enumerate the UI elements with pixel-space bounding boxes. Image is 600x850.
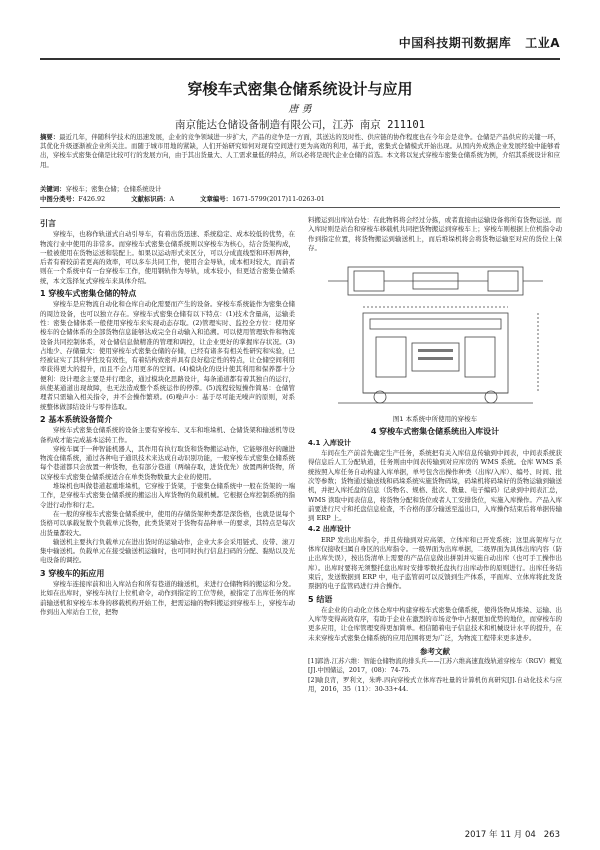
issue-date: 2017 年 11 月 04 <box>464 830 536 840</box>
section-4-1-heading: 4.1 入库设计 <box>308 438 351 447</box>
section-2-paragraph: 输送机主要执行负载单元在进出货时的运输动作，企业大多会采用链式、皮带、滚刀集中输送机。负载单元在接受输送机运输时，也可同时执行信息扫码的分配、黏贴以及光电设备的调控。 <box>40 537 295 565</box>
section-1-heading: 1 穿梭车式密集仓储的特点 <box>40 289 137 299</box>
shuttle-car-figure <box>308 255 562 415</box>
section-5-heading: 5 结语 <box>308 594 333 604</box>
doc-code-value: A <box>169 195 175 203</box>
left-column <box>40 216 295 617</box>
section-2-paragraph: 穿梭车属于一种智能机器人，其作用有执行取货和货物搬运动作，它能够很好的融进物流仓储系统，通过各种电子通讯技术来达成自动识别功能，一般穿梭车式密集仓储系统每个巷道都只会放置一种货物，也有部分巷道（两端存取，进货优先）放置两种货物，所以穿梭车式密集仓储系统适合在单类货物数量大企业的使用。 <box>40 444 295 481</box>
abstract <box>40 133 560 170</box>
continued-paragraph: 料搬运到出库站台处：在此物料将会经过分拣，或者直接由运输设备将所有货物运送。而入库时则是站台和穿梭车移载机共同把货物搬运到穿梭车上；穿梭车则根据上位机指令动作到指定位置，将货物搬运到输送机上，而后堆垛机将会将货物运输至对应的货位上保存。 <box>308 216 562 252</box>
keywords <box>40 184 560 193</box>
figure-caption: 图1 本系统中所使用的穿梭车 <box>392 415 478 424</box>
keywords-text: 穿梭车；密集仓储；仓储系统设计 <box>65 185 162 193</box>
shuttle-car-drawing <box>308 255 562 415</box>
right-column <box>308 216 562 696</box>
article-id-value: 1671-5799(2017)11-0263-01 <box>232 195 325 203</box>
article-id-label: 文章编号： <box>200 195 233 203</box>
abstract-label: 摘要： <box>40 133 60 141</box>
page-footer <box>465 828 560 840</box>
affiliation: 南京能达仓储设备制造有限公司，江苏 南京 211101 <box>174 119 426 131</box>
intro-heading: 引言 <box>40 219 56 228</box>
intro-paragraph: 穿梭车，也称作轨道式自动引导车，有着出货迅速、系统稳定、成本较低的优势，在物流行业中使用的非常多。而穿梭车式密集仓储系统则以穿梭车为核心，结合货架构成，一般被使用在货物运送和装配上。如果以运动形式来区分，可以分成直线型和环形两种，后者有着较前者更高的效率，可以多车共同工作，使用合金导轨，成本相对较大，而前者则在一个系统中有一台穿梭车工作，使用钢轨作为导轨，成本较小，但更适合密集仓储系统，本文选择复式穿梭车来具体介绍。 <box>40 230 295 285</box>
references-heading: 参考文献 <box>420 647 450 657</box>
keywords-label: 关键词： <box>40 185 66 193</box>
abstract-text: 最近几年，伴随科学技术的迅速发展，企业的竞争领域进一步扩大，产品的竞争是一方面，其送达的及时性、供应链的协作程度也在今年会是竞争。仓储是产品供应的关键一环，其优化升级逐渐被企业所关注。而随于城市用地的紧缺，人们开始研究如何对现有空间进行更为高效的利用，基于此，密集式仓储模式开始出现。从国内外成熟企业发展经验中能够看出，穿梭车式密集仓储是比较可行的发展方向，由于其出货量大、人工需求量低的特点，所以必将是现代企业仓储的首选。本文将以复式穿梭车密集仓储系统为例，介绍其系统设计和应用。 <box>40 133 561 169</box>
page-number: 263 <box>543 830 560 840</box>
journal-header <box>40 34 560 56</box>
article-title: 穿梭车式密集仓储系统设计与应用 <box>187 80 413 98</box>
section-3-heading: 3 穿梭车的拓应用 <box>40 568 105 578</box>
section-4-heading: 4 穿梭车式密集仓储系统出入库设计 <box>370 427 500 437</box>
reference-item: [1]郭浩.江苏六维：智能仓储物流的排头兵——江苏六维高速直线轨道穿梭车（RGV）概览[J].中国储运，2017，(08)：74-75. <box>308 658 562 675</box>
section-4-2-heading: 4.2 出库设计 <box>308 525 351 534</box>
classification-line <box>40 194 560 203</box>
class-label: 中图分类号： <box>40 195 79 203</box>
section-2-paragraph: 穿梭车式密集仓储系统的设备主要有穿梭车、叉车和堆垛机、仓储货架和输送机等设备构成才能完成基本运转工作。 <box>40 426 295 444</box>
section-3-paragraph: 穿梭车连接库前和出入库站台和所有巷道的输送机，来进行仓储物料的搬运和分发。比如在出库时，穿梭车执行上位机命令，动作到指定的工位等候，被指定了出库任务的库前输送机和穿梭车本身的移载机构开始工作，把需运输的物料搬运到穿梭车上，穿梭车动作到出入库站台工位，把物 <box>40 579 295 616</box>
class-value: F426.92 <box>78 195 106 203</box>
section-2-paragraph: 堆垛机也叫做巷道起重堆垛机，它穿梭于货架，于密集仓储系统中一般在货架的一端工作，是穿梭车式密集仓储系统的搬运出入库货物的负载机械。它根据仓库控制系统的指令进行动作和行走。 <box>40 482 295 509</box>
section-2-heading: 2 基本系统设备简介 <box>40 414 113 424</box>
author: 唐 勇 <box>288 104 312 115</box>
database-name: 中国科技期刊数据库 <box>398 36 512 50</box>
header-rule <box>40 58 560 60</box>
journal-section: 工业A <box>525 36 560 50</box>
reference-item: [2]喻良宵，罗利文，朱晔.四向穿梭式立体库吞吐量的计算机仿真研究[J].自动化技术与应用，2016，35（11）：30-33+44. <box>308 676 562 693</box>
section-1-paragraph: 穿梭车是应物流自动化和仓库自动化需要而产生的设备。穿梭车系统能作为密集仓储的周边设备，也可以独立存在。穿梭车式密集仓储有以下特点：(1)技术含量高，运输柔性：密集仓储体系一般使用穿梭车来实现动态存取。(2)管理实时、监控全方位：使用穿梭车的仓储体系的全部货物信息能够达成完全自动输入和追溯。可以使用管理软件和物流设备共同控制体系，对仓储信息做精准的管理和调控，让企业更好的掌握库存状况。(3)占地少、存储量大：使用穿梭车式密集仓储的存储，已经有诸多有相关性研究和实验，已经被证实了其科学性及有效性，有着结构致密并具有良好稳定性的特点，让仓储空间利用率获得更大的提升，而且不会占用更多的空间。(4)模块化的设计使其利用和保养都十分便利：设计理念主要是并行理念，通过模块化思路设计，每条通道都有着其独自的运行，纵使某通道出现故障，也无法造成整个系统运作的停滞。(5)流程较短操作简易：仓储管理者只需输入相关指令，并不会操作繁琐。(6)噪声小：基于尽可能无噪声的原则，对系统整体做部结设计与零件选取。 <box>40 300 295 411</box>
section-5-paragraph: 在企业的自动化立体仓库中构建穿梭车式密集仓储系统，使得货物从堆垛、运输、出入库等变得高效有序，有助于企业在激烈的市场竞争中占据更加优势的地位，而穿梭车的更多应用，让仓库管理变得更加简单。相信随着电子信息技术和机械设计水平的提升，在未来穿梭车式密集仓储系统的应用范围将更为广泛，为物流工程带来更多进步。 <box>308 605 562 642</box>
section-4-2-paragraph: ERP 发出出库指令，并且传输到对应高架、立体库和已开发系统；这里高架库与立体库仅接收归属自身区的出库指令。一级界面为出库单据，二级界面为具体出库内容（防止出库失误），按出货清单上需要的产品信息做出拼别并实施自动出库（也可手工操作出库）。出库时要将无须整托盘出库时安排零数托盘执行出库动作的原则进行。出库任务结束后，发送数据到 ERP 中，电子监管码可以反馈到生产体系，平面库、立体库将此发货票据的电子监管码进行并合操作。 <box>308 535 562 591</box>
abstract-rule <box>40 207 560 208</box>
section-4-1-paragraph: 车间在生产前首先确定生产任务，系统把有关入库信息传输到中间表，中间表系统获得信息后人工分配轨道，任务则由中间表传输到对应库房的 WMS 系统。仓库 WMS 系统按照入库任务自动构建入库单据，单号包含出操作种类（出库/入库）、编号、时间、批次等参数；货物通过输送线和码垛系统实施货物码垛，码垛机将码垛好的货物运输到输送机，并把入库托盘的信息（货物名、规格、批次、数量、电子编码）记录到中间表汇总，WMS 读取中间表信息，将货物分配和货位或者人工安排货位，实施入库操作。产品入库前要进行尺寸和托盘信息检查，不合格的部分输送至溢出口，入库操作结束后将单据传输到 ERP 上。 <box>308 449 562 523</box>
section-2-paragraph: 在一般的穿梭车式密集仓储系统中，使用的存储货架种类都是深货格，也就是说每个货格可以承载复数个负载单元货物，此类货架对于货物有品种单一的要求，其特点是每次出货量都较大。 <box>40 509 295 537</box>
doc-code-label: 文献标识码： <box>131 195 170 203</box>
